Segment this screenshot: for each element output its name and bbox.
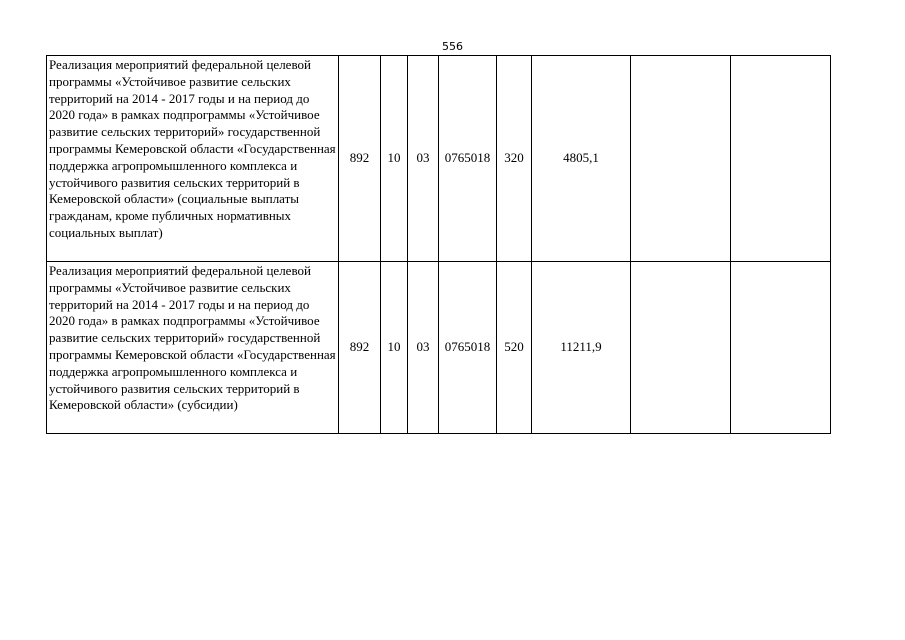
expense-type-code: 320: [497, 56, 532, 262]
table-row: [47, 262, 831, 434]
target-article-code: 0765018: [439, 56, 497, 262]
row-description: Реализация мероприятий федеральной целевой программы «Устойчивое развитие сельских территорий на 2014 - 2017 годы и на период до 2020 года» в рамках подпрограммы «Устойчивое развитие сельских территорий» государственной программы Кемеровской области «Государственная поддержка агропромышленного комплекса и устойчивого развития сельских территорий в Кемеровской области» (социальные выплаты гражданам, кроме публичных нормативных социальных выплат): [47, 56, 339, 262]
section-code: 10: [381, 56, 408, 262]
budget-table: [46, 55, 831, 434]
empty-cell: [631, 56, 731, 262]
empty-cell: [731, 262, 831, 434]
subsection-code: 03: [408, 56, 439, 262]
target-article-code: 0765018: [439, 262, 497, 434]
section-code: 10: [381, 262, 408, 434]
empty-cell: [631, 262, 731, 434]
subsection-code: 03: [408, 262, 439, 434]
ministry-code: 892: [339, 262, 381, 434]
page-number: 556: [442, 40, 463, 53]
empty-cell: [731, 56, 831, 262]
amount-cell: 4805,1: [532, 56, 631, 262]
ministry-code: 892: [339, 56, 381, 262]
amount-cell: 11211,9: [532, 262, 631, 434]
row-description: Реализация мероприятий федеральной целевой программы «Устойчивое развитие сельских территорий на 2014 - 2017 годы и на период до 2020 года» в рамках подпрограммы «Устойчивое развитие сельских территорий» государственной программы Кемеровской области «Государственная поддержка агропромышленного комплекса и устойчивого развития сельских территорий в Кемеровской области» (субсидии): [47, 262, 339, 434]
expense-type-code: 520: [497, 262, 532, 434]
table-row: [47, 56, 831, 262]
